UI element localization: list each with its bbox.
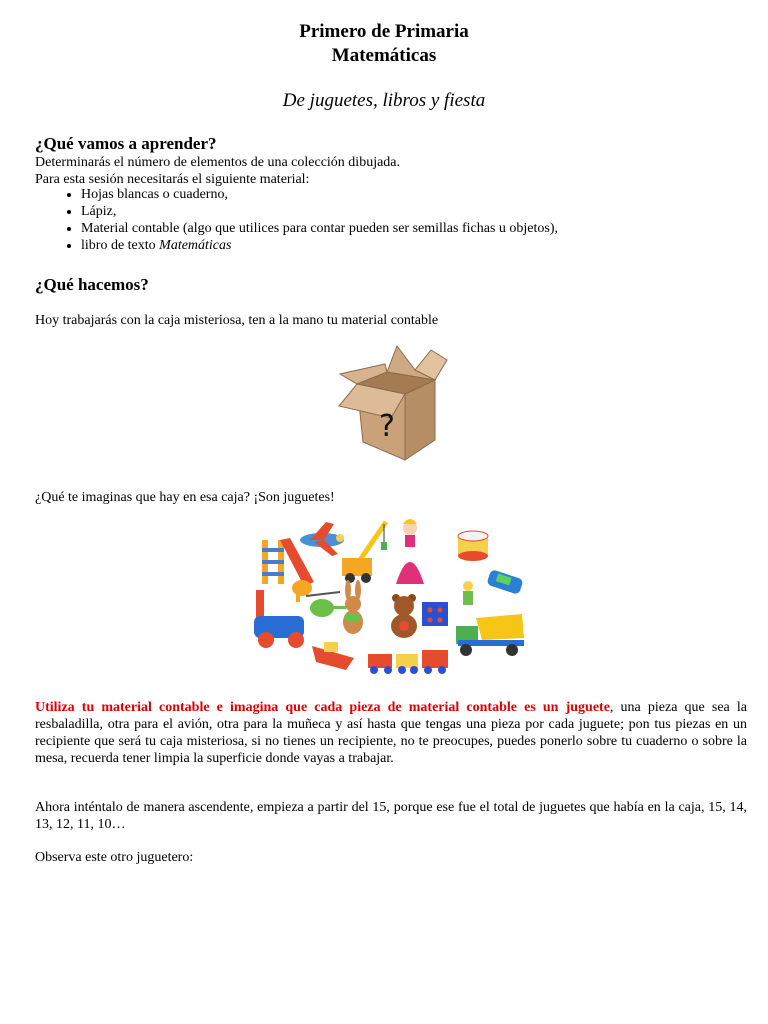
dump-truck-icon [456, 614, 524, 656]
grade-title: Primero de Primaria [299, 21, 469, 42]
bunny-icon [343, 580, 363, 634]
learn-line-2: Para esta sesión necesitarás el siguiente material: [35, 172, 310, 187]
book-title: Matemáticas [159, 238, 232, 253]
block-cube-icon [422, 602, 448, 626]
airplane-icon [300, 522, 344, 556]
list-item: • Lápiz, [81, 203, 558, 220]
question-text: ¿Qué te imaginas que hay en esa caja? ¡Son juguetes! [35, 490, 335, 505]
question-mark: ? [379, 409, 395, 444]
book-prefix: libro de texto [81, 238, 160, 253]
crane-icon [342, 522, 387, 583]
list-item [81, 237, 558, 254]
instruction-highlight: Utiliza tu material contable e imagina que cada pieza de material contable es un juguete [35, 700, 610, 715]
list-item: • Hojas blancas o cuaderno, [81, 186, 558, 203]
teddy-bear-icon [391, 594, 417, 638]
list-item: • Material contable (algo que utilices para contar pueden ser semillas fichas u objetos), [81, 220, 558, 237]
subject-title: Matemáticas [331, 45, 437, 66]
helicopter-icon [306, 592, 346, 617]
do-heading: ¿Qué hacemos? [35, 275, 149, 294]
drum-icon [458, 531, 488, 561]
boat-icon [312, 642, 354, 670]
observe-text: Observa este otro juguetero: [35, 850, 194, 865]
lesson-title: De juguetes, libros y fiesta [282, 90, 486, 111]
train-icon [368, 650, 448, 674]
slide-icon [262, 538, 314, 586]
intro-text: Hoy trabajarás con la caja misteriosa, ten a la mano tu material contable [35, 313, 439, 328]
learn-heading: ¿Qué vamos a aprender? [35, 134, 217, 153]
toy-car-icon [486, 569, 523, 595]
mystery-box-icon [335, 344, 450, 462]
instruction-paragraph [35, 699, 747, 767]
toy-figure-icon [463, 581, 473, 605]
descending-paragraph: Ahora inténtalo de manera ascendente, empieza a partir del 15, porque ese fue el total de juguetes que había en la caja, 15, 14, 13, 12, 11, 10… [35, 800, 747, 832]
dinosaur-icon [292, 580, 312, 602]
doll-icon [396, 519, 424, 584]
learn-line-1: Determinarás el número de elementos de una colección dibujada. [35, 155, 401, 170]
materials-list [35, 186, 558, 254]
toys-illustration [250, 514, 530, 684]
instruction-rest: , una pieza que sea la resbaladilla, otra para el avión, otra para la muñeca y así hasta que tengas una pieza por cada juguete; pon tus piezas en un recipiente que será tu caja misteriosa, si no tienes un recipiente, no te preocupes, puedes ponerlo sobre tu cuaderno o sobre la mesa, recuerda tener limpia la superficie donde vayas a trabajar. [35, 700, 747, 766]
